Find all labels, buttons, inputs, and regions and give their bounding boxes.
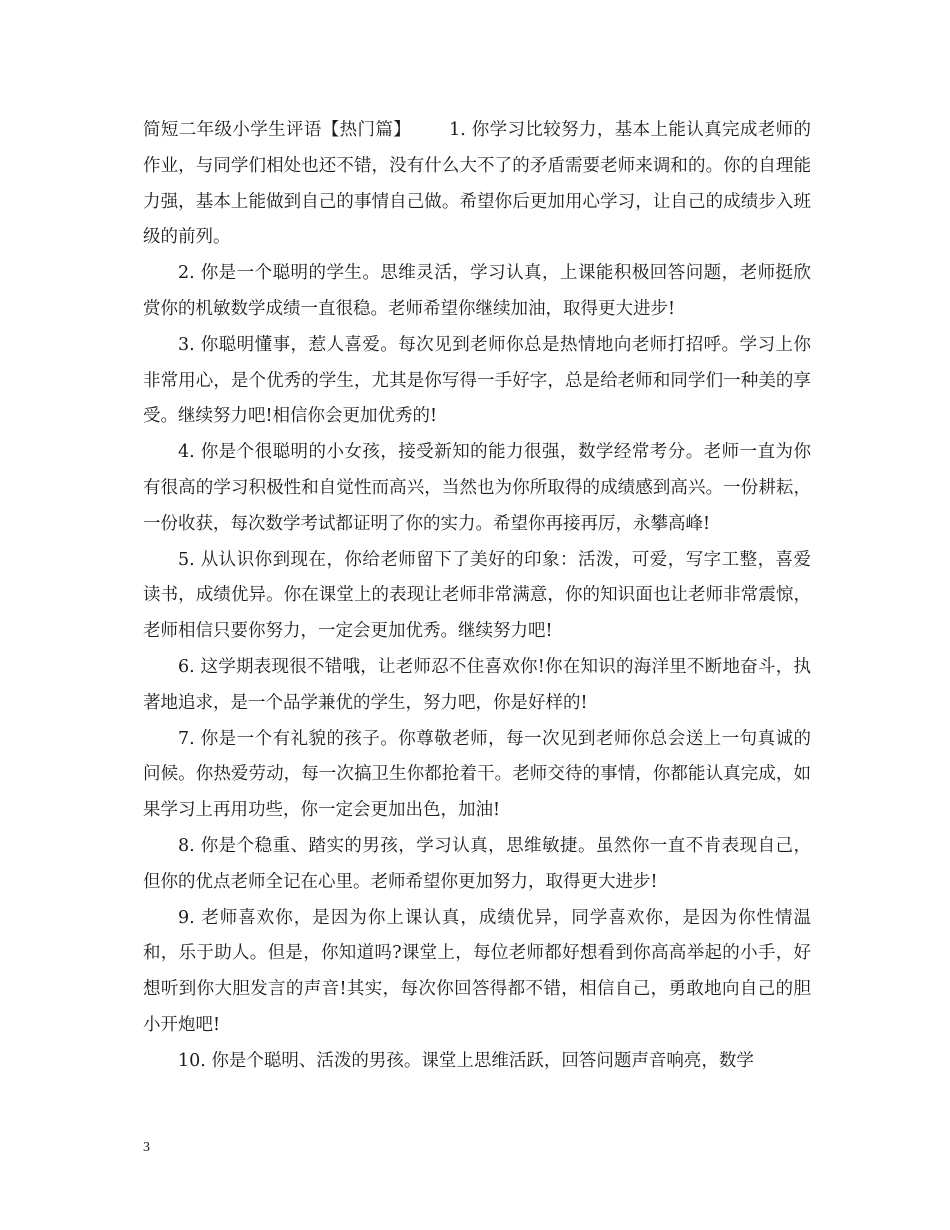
page-number: 3 xyxy=(143,1140,150,1155)
comment-item-9: 9. 老师喜欢你，是因为你上课认真，成绩优异，同学喜欢你，是因为你性情温和，乐于助人。但是，你知道吗?课堂上，每位老师都好想看到你高高举起的小手，好想听到你大胆发言的声音!其实，每次你回答得都不错，相信自己，勇敢地向自己的胆小开炮吧! xyxy=(143,907,811,1035)
comment-item-5: 5. 从认识你到现在，你给老师留下了美好的印象：活泼，可爱，写字工整，喜爱读书，成绩优异。你在课堂上的表现让老师非常满意，你的知识面也让老师非常震惊，老师相信只要你努力，一定会更加优秀。继续努力吧! xyxy=(143,549,811,642)
document-body xyxy=(143,113,811,1080)
comment-item-7: 7. 你是一个有礼貌的孩子。你尊敬老师，每一次见到老师你总会送上一句真诚的问候。你热爱劳动，每一次搞卫生你都抢着干。老师交待的事情，你都能认真完成，如果学习上再用功些，你一定会更加出色，加油! xyxy=(143,728,811,821)
comment-item-2: 2. 你是一个聪明的学生。思维灵活，学习认真，上课能积极回答问题，老师挺欣赏你的机敏数学成绩一直很稳。老师希望你继续加油，取得更大进步! xyxy=(143,263,811,319)
document-heading: 简短二年级小学生评语【热门篇】 xyxy=(143,120,412,140)
comment-item-4: 4. 你是个很聪明的小女孩，接受新知的能力很强，数学经常考分。老师一直为你有很高的学习积极性和自觉性而高兴，当然也为你所取得的成绩感到高兴。一份耕耘，一份收获，每次数学考试都证明了你的实力。希望你再接再厉，永攀高峰! xyxy=(143,442,811,534)
comment-item-6: 6. 这学期表现很不错哦，让老师忍不住喜欢你!你在知识的海洋里不断地奋斗，执著地追求，是一个品学兼优的学生，努力吧，你是好样的! xyxy=(143,656,811,713)
first-paragraph xyxy=(143,113,811,256)
comment-item-3: 3. 你聪明懂事，惹人喜爱。每次见到老师你总是热情地向老师打招呼。学习上你非常用心，是个优秀的学生，尤其是你写得一手好字，总是给老师和同学们一种美的享受。继续努力吧!相信你会更加优秀的! xyxy=(143,334,811,427)
comment-item-10: 10. 你是个聪明、活泼的男孩。课堂上思维活跃，回答问题声音响亮，数学 xyxy=(178,1050,754,1071)
comment-item-1: 1. 你学习比较努力，基本上能认真完成老师的作业，与同学们相处也还不错，没有什么大不了的矛盾需要老师来调和的。你的自理能力强，基本上能做到自己的事情自己做。希望你后更加用心学习，让自己的成绩步入班级的前列。 xyxy=(143,120,811,248)
comment-item-8: 8. 你是个稳重、踏实的男孩，学习认真，思维敏捷。虽然你一直不肯表现自己，但你的优点老师全记在心里。老师希望你更加努力，取得更大进步! xyxy=(143,835,811,892)
